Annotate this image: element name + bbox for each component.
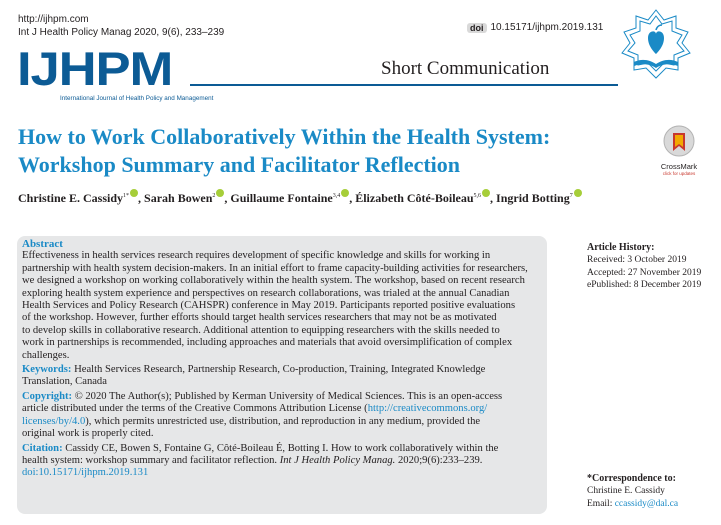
citation-line: Cassidy CE, Bowen S, Fontaine G, Côté-Boileau É, Botting I. How to work collaboratively within the: [65, 442, 499, 454]
abstract-line: to develop skills in collaborative research. Additional attention to equipping researchers with the skills needed to: [22, 324, 500, 336]
citation-line: health system: workshop summary and facilitator reflection.: [22, 454, 278, 466]
abstract-line: partnership with health system decision-makers. In an initial effort to frame capacity-building activities for researchers,: [22, 262, 528, 274]
orcid-icon[interactable]: [574, 189, 582, 197]
orcid-icon[interactable]: [216, 189, 224, 197]
abstract-line: of the workshop. However, further efforts should target health services researchers that may not be as motivated: [22, 312, 497, 324]
orcid-icon[interactable]: [130, 189, 138, 197]
history-title: Article History:: [587, 242, 655, 253]
crossmark-icon: [656, 124, 702, 158]
keywords-label: Keywords:: [22, 364, 72, 376]
abstract-line: challenges.: [22, 349, 70, 361]
article-history: [587, 242, 717, 292]
copyright-line: original work is properly cited.: [22, 428, 154, 440]
correspondence-name: Christine E. Cassidy: [587, 486, 665, 497]
abstract-line: exploring health system experience and perspectives on research collaborations, was trialed at the annual Canadian: [22, 287, 510, 299]
author-affiliation: 7: [569, 193, 573, 199]
author-name: Sarah Bowen: [144, 191, 213, 205]
keywords: [22, 364, 542, 389]
author-list: Christine E. Cassidy$^{1*}$ , Sarah Bowen$^2$ , Guillaume Fontaine$^{3,4}$ , Élizabeth Côté-Boileau$^{5,6}$ , Ingrid Botting$^7$: [18, 189, 608, 206]
copyright-line: article distributed under the terms of the Creative Commons Attribution License (: [22, 403, 368, 415]
copyright-line: ), which permits unrestricted use, distribution, and reproduction in any medium, provided the: [85, 415, 481, 427]
orcid-icon[interactable]: [341, 189, 349, 197]
journal-citation-line: Int J Health Policy Manag 2020, 9(6), 233–239: [18, 27, 225, 38]
journal-url[interactable]: http://ijhpm.com: [18, 14, 89, 25]
abstract-line: we designed a workshop on working collaboratively within the health system. The workshop, based on recent research: [22, 275, 525, 287]
author-name: Ingrid Botting: [496, 191, 570, 205]
email-label: Email:: [587, 498, 613, 509]
doi-badge[interactable]: [467, 22, 603, 33]
article-title-line1: How to Work Collaboratively Within the Health System:: [18, 124, 551, 149]
citation-line: 2020;9(6):233–239.: [398, 454, 483, 466]
citation: [22, 443, 542, 480]
author-affiliation: 2: [212, 193, 216, 199]
abstract-line: work in partnerships is recommended, including approaches and materials that avoid oversimplification of complex: [22, 337, 513, 349]
abstract-line: Health Services and Policy Research (CAHSPR) conference in May 2019. Participants reported positive evaluations: [22, 300, 516, 312]
journal-emblem-icon: [612, 8, 700, 86]
crossmark-label: CrossMark: [660, 162, 698, 171]
author-name: Guillaume Fontaine: [230, 191, 333, 205]
history-received: Received: 3 October 2019: [587, 255, 687, 266]
section-label: Short Communication: [381, 58, 550, 79]
orcid-icon[interactable]: [482, 189, 490, 197]
license-link[interactable]: http://creativecommons.org/: [367, 403, 488, 415]
crossmark-badge[interactable]: [656, 124, 702, 174]
citation-journal: Int J Health Policy Manag.: [279, 454, 396, 466]
abstract-heading: Abstract: [22, 238, 63, 250]
copyright: [22, 391, 542, 441]
citation-label: Citation:: [22, 442, 63, 454]
crossmark-sublabel: click for updates: [662, 171, 696, 176]
citation-doi-link[interactable]: doi:10.15171/ijhpm.2019.131: [22, 467, 149, 479]
author-affiliation: 3,4: [332, 193, 341, 199]
correspondence-email-link[interactable]: ccassidy@dal.ca: [614, 498, 679, 509]
header-divider: [190, 84, 618, 86]
abstract-body: [22, 250, 542, 362]
copyright-label: Copyright:: [22, 390, 73, 402]
correspondence-title: *Correspondence to:: [587, 473, 676, 484]
correspondence: [587, 473, 717, 510]
author-affiliation: 1*: [123, 193, 130, 199]
license-link-cont[interactable]: licenses/by/4.0: [22, 415, 86, 427]
history-accepted: Accepted: 27 November 2019: [587, 267, 702, 278]
copyright-line: © 2020 The Author(s); Published by Kerman University of Medical Sciences. This is an open-access: [74, 390, 503, 402]
journal-logo-subtitle: International Journal of Health Policy and Management: [60, 95, 214, 102]
keywords-line: Translation, Canada: [22, 376, 107, 388]
history-epublished: ePublished: 8 December 2019: [587, 280, 702, 291]
journal-logo: IJHPM: [17, 42, 173, 95]
author-affiliation: 5,6: [473, 193, 482, 199]
author-name: Christine E. Cassidy: [18, 191, 124, 205]
abstract-line: Effectiveness in health services research requires development of specific knowledge and skills for working in: [22, 250, 491, 262]
keywords-line: Health Services Research, Partnership Research, Co-production, Training, Integrated Knowledge: [74, 364, 486, 376]
doi-value[interactable]: 10.15171/ijhpm.2019.131: [490, 22, 604, 33]
author-name: Élizabeth Côté-Boileau: [355, 191, 474, 205]
article-title: [18, 123, 638, 179]
abstract-content: [22, 238, 542, 480]
doi-tag: doi: [467, 23, 487, 33]
article-title-line2: Workshop Summary and Facilitator Reflection: [18, 152, 461, 177]
